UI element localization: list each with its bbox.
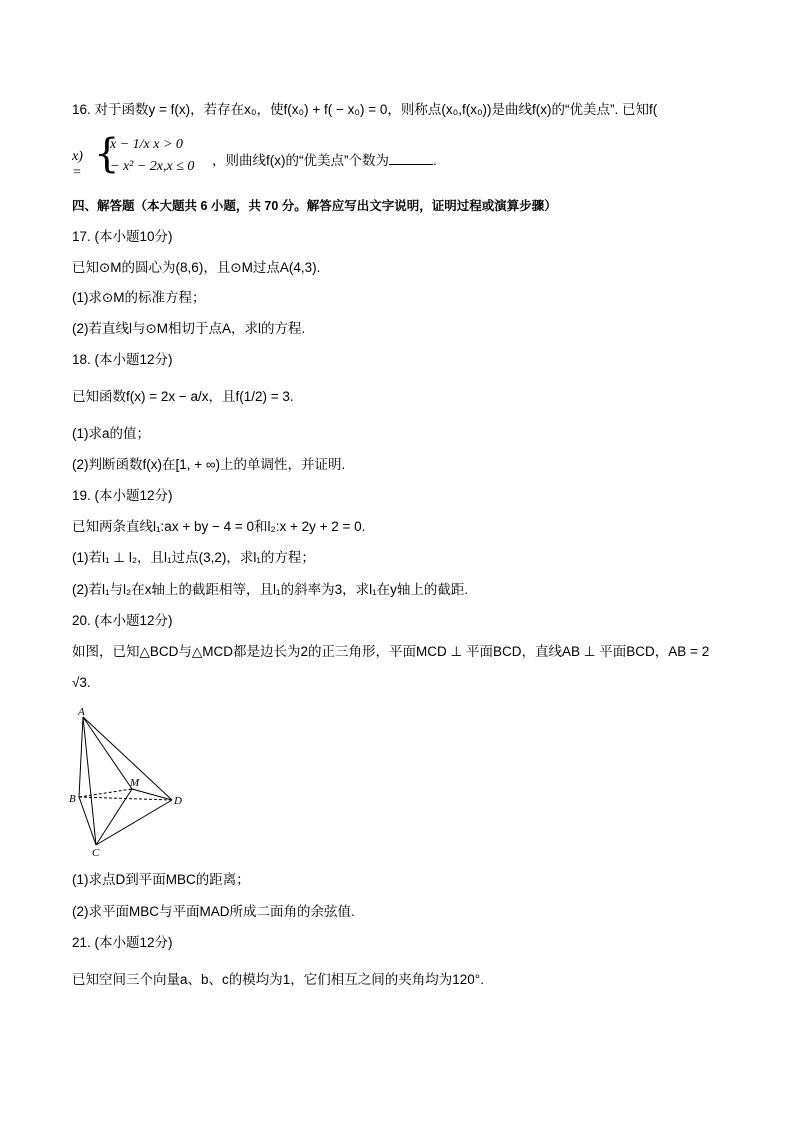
q20-part1: (1)求点D到平面MBC的距离； (72, 872, 250, 887)
vertex-label-B: B (69, 793, 76, 805)
q16-tail: ，则曲线f(x)的“优美点”个数为 . (212, 153, 437, 168)
edge-CD (96, 800, 172, 845)
q16-answer-blank (389, 152, 433, 165)
q19-part1: (1)若l₁ ⊥ l₂，且l₁过点(3,2)，求l₁的方程； (72, 550, 315, 565)
q16-case2: − x² − 2x,x ≤ 0 (110, 159, 195, 174)
q18-stem: 已知函数f(x) = 2x − a/x，且f(1/2) = 3. (72, 389, 294, 404)
q20-header: 20. (本小题12分) (72, 613, 173, 628)
q16-tail-text: ，则曲线f(x)的“优美点”个数为 (212, 153, 389, 168)
q18-part2: (2)判断函数f(x)在[1, + ∞)上的单调性，并证明. (72, 457, 346, 472)
q17-stem: 已知⊙M的圆心为(8,6)，且⊙M过点A(4,3). (72, 260, 321, 275)
edge-AB (79, 717, 83, 797)
q21-stem: 已知空间三个向量a、b、c的模均为1，它们相互之间的夹角均为120°. (72, 972, 484, 987)
q16-line2-prefix: x) = (72, 149, 83, 180)
edge-BM-hidden (79, 789, 132, 797)
vertex-label-A: A (78, 706, 85, 718)
q19-header: 19. (本小题12分) (72, 488, 173, 503)
q17-part1: (1)求⊙M的标准方程； (72, 290, 206, 305)
q18-header: 18. (本小题12分) (72, 352, 173, 367)
q20-part2: (2)求平面MBC与平面MAD所成二面角的余弦值. (72, 904, 355, 919)
tetrahedron-diagram (66, 705, 196, 860)
vertex-label-C: C (92, 847, 100, 859)
q17-header: 17. (本小题10分) (72, 229, 173, 244)
q18-part1: (1)求a的值； (72, 426, 151, 441)
edge-AM (83, 717, 132, 789)
vertex-label-M: M (130, 777, 140, 789)
q16-brace: { (94, 131, 120, 177)
q20-stem-line2: √3. (72, 675, 91, 690)
vertex-label-D: D (174, 795, 182, 807)
q16-case1: x − 1/x x > 0 (110, 137, 183, 152)
q19-part2: (2)若l₁与l₂在x轴上的截距相等，且l₁的斜率为3，求l₁在y轴上的截距. (72, 582, 469, 597)
section4-heading: 四、解答题（本大题共 6 小题，共 70 分。解答应写出文字说明，证明过程或演算步骤） (72, 199, 557, 213)
edge-AD (83, 717, 172, 800)
q20-stem-line1: 如图，已知△BCD与△MCD都是边长为2的正三角形，平面MCD ⊥ 平面BCD，直线AB ⊥ 平面BCD，AB = 2 (72, 644, 710, 659)
tetrahedron-figure (66, 705, 196, 860)
q17-part2: (2)若直线l与⊙M相切于点A，求l的方程. (72, 321, 306, 336)
q21-header: 21. (本小题12分) (72, 935, 173, 950)
q16-line1: 16. 对于函数y = f(x)，若存在x₀，使f(x₀) + f( − x₀) = 0，则称点(x₀,f(x₀))是曲线f(x)的“优美点”. 已知f( (72, 102, 658, 117)
q19-stem: 已知两条直线l₁:ax + by − 4 = 0和l₂:x + 2y + 2 = 0. (72, 519, 366, 534)
